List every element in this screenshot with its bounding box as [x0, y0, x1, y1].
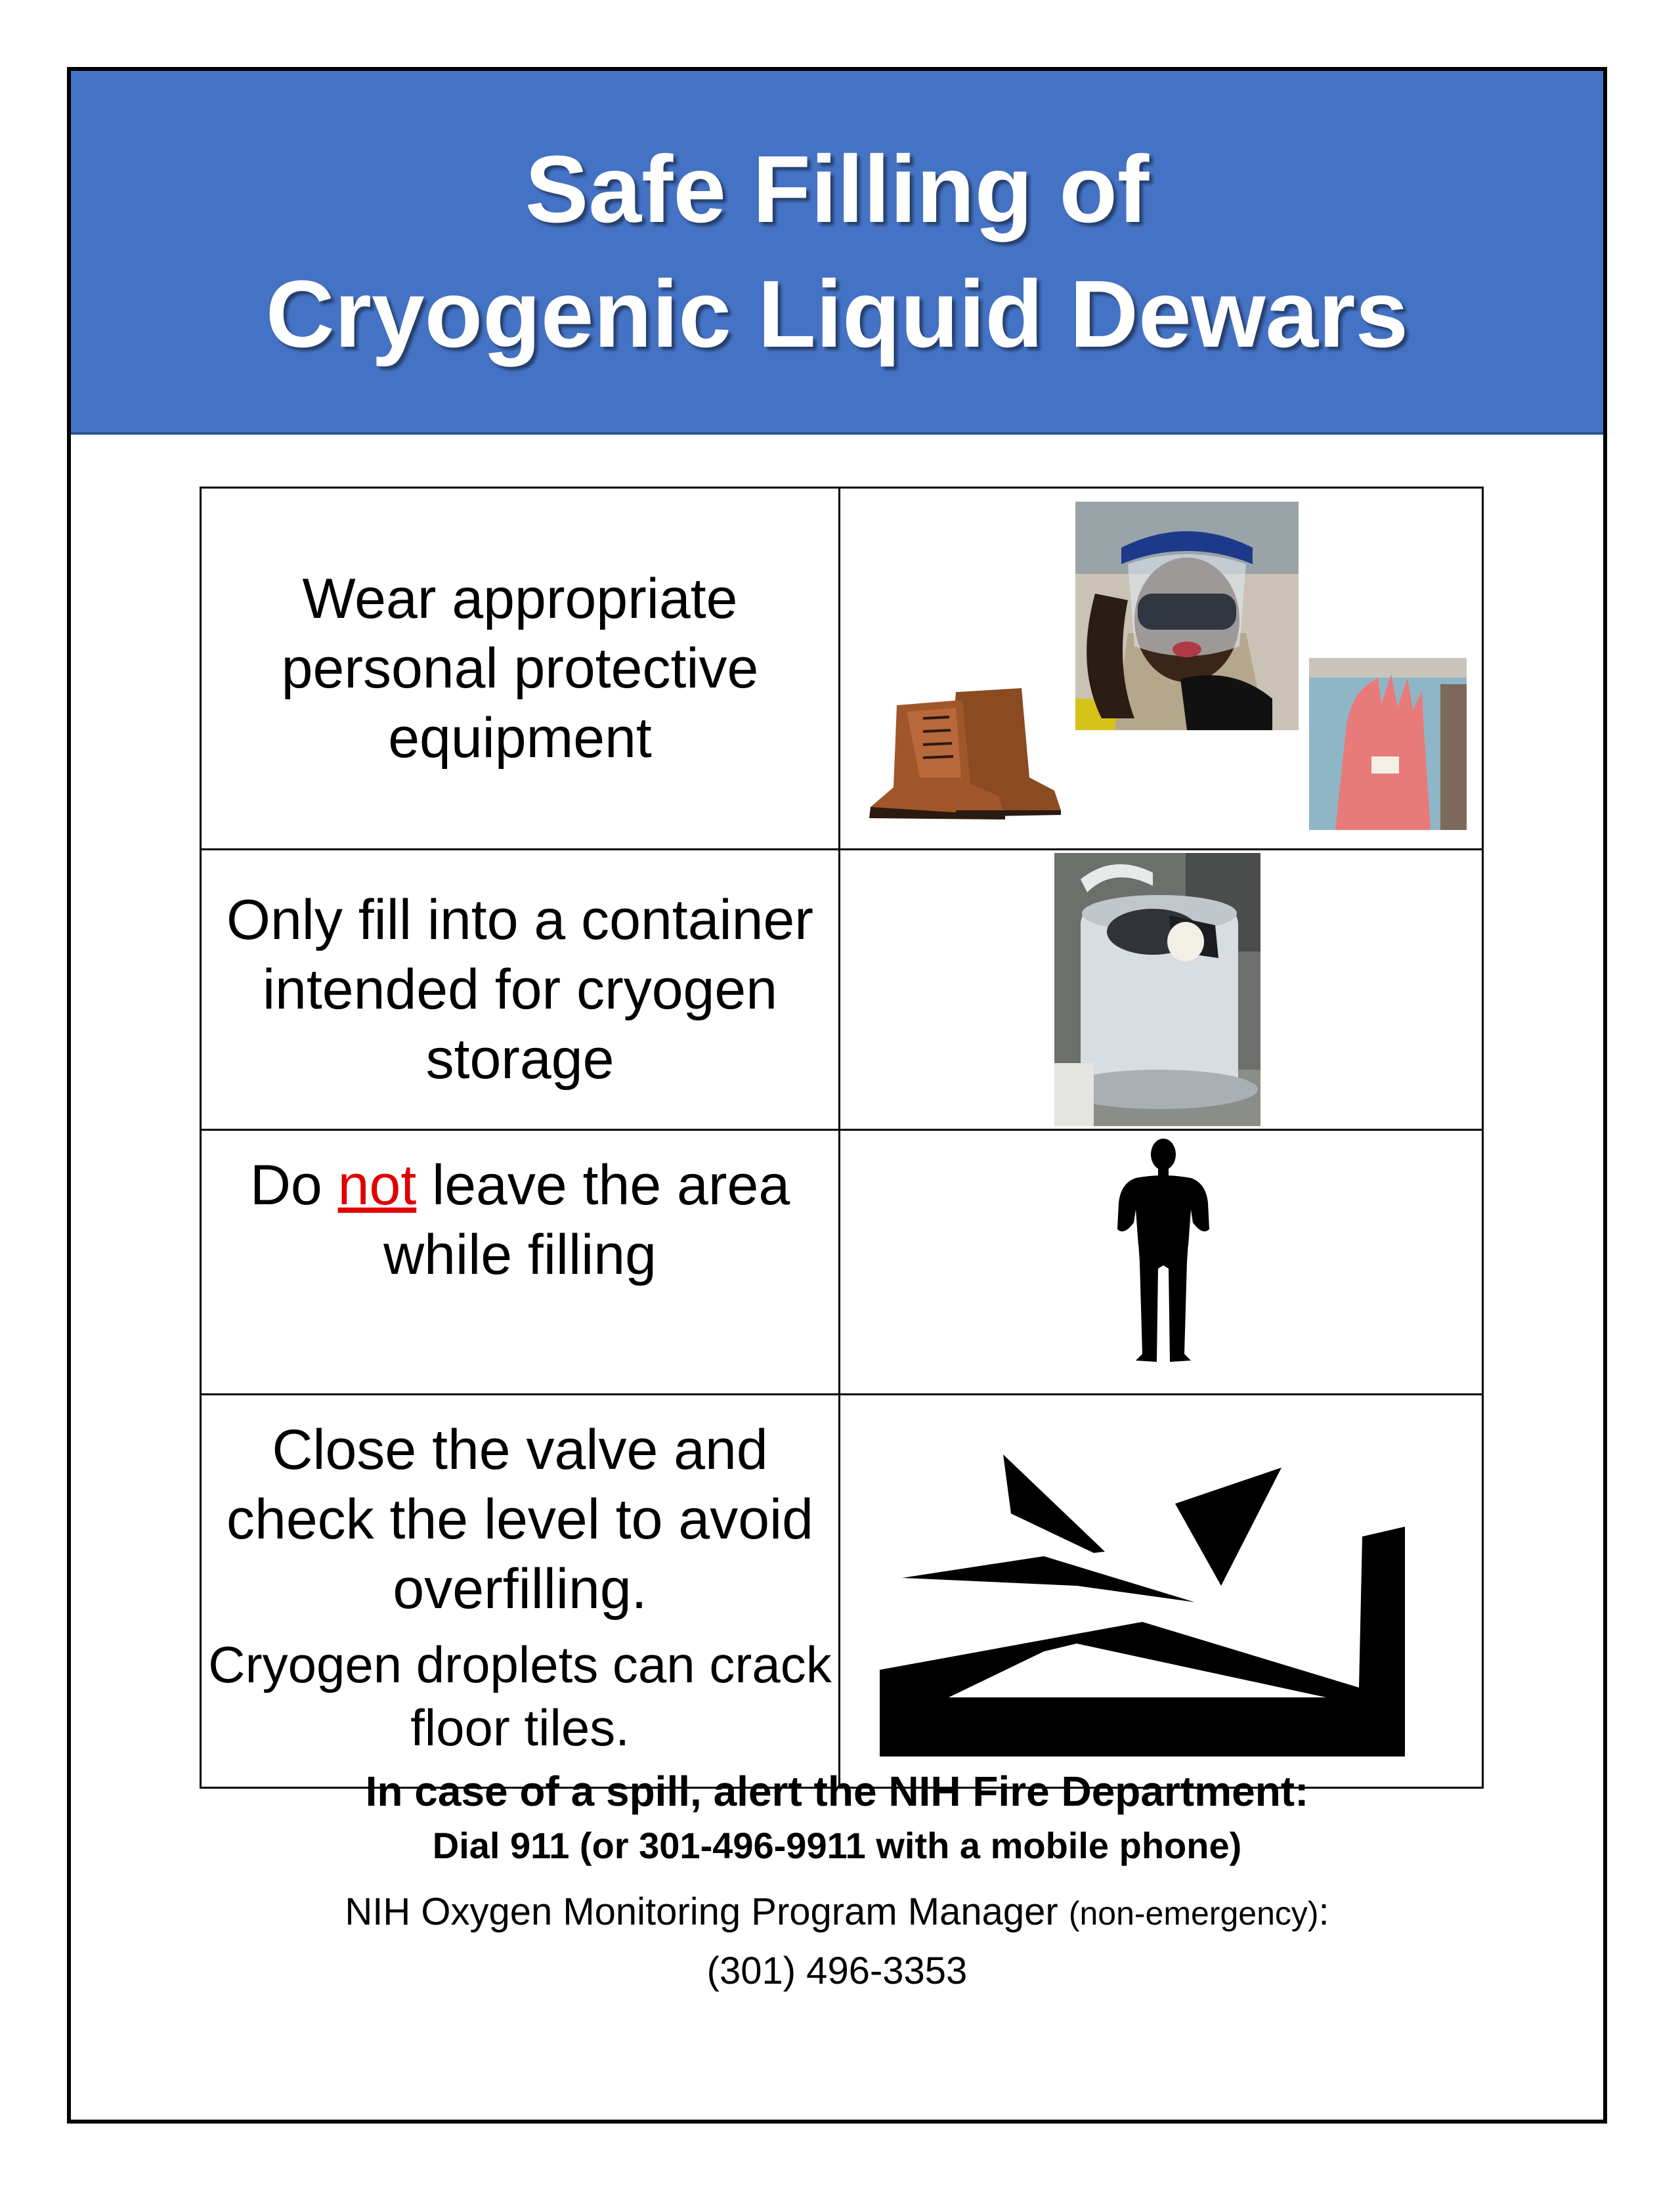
boots-icon [857, 679, 1067, 823]
program-manager-phone: (301) 496-3353 [706, 1950, 968, 1992]
steps-table [200, 487, 1484, 1789]
step-text-valve-main: Close the valve and check the level to avoid overfilling. [226, 1418, 813, 1621]
cryo-glove-photo [1309, 658, 1467, 830]
face-shield-photo [1075, 502, 1299, 730]
dewar-container-photo [1054, 853, 1260, 1126]
program-manager-text: NIH Oxygen Monitoring Program Manager (non-emergency): [345, 1890, 1329, 1933]
step-row-attend [201, 1130, 1483, 1395]
dial-emergency-text: Dial 911 (or 301-496-9911 with a mobile phone) [432, 1825, 1242, 1866]
step-row-container [201, 850, 1483, 1130]
poster-title-line2: Cryogenic Liquid Dewars [265, 261, 1409, 367]
cracked-floor-tile-icon [880, 1454, 1418, 1756]
person-silhouette-icon [1111, 1137, 1216, 1364]
step-row-valve [201, 1395, 1483, 1788]
ppe-photos [840, 488, 1483, 850]
poster-header [71, 71, 1603, 435]
step-text-container: Only fill into a container intended for cryogen storage [201, 850, 840, 1130]
cracked-tile-cell [840, 1395, 1483, 1788]
step-text-attend: Do not leave the area while filling [201, 1130, 840, 1395]
step-note-tiles: Cryogen droplets can crack floor tiles. [208, 1636, 832, 1756]
step-text-ppe: Wear appropriate personal protective equipment [201, 488, 840, 850]
poster-title-line1: Safe Filling of [525, 136, 1150, 242]
silhouette-cell [840, 1130, 1483, 1395]
spill-alert-text: In case of a spill, alert the NIH Fire Department: [365, 1768, 1309, 1815]
emphasis-not: not [337, 1154, 417, 1217]
dewar-photo-cell [840, 850, 1483, 1130]
safety-poster [67, 67, 1607, 2124]
step-row-ppe [201, 488, 1483, 850]
step-text-valve [201, 1395, 840, 1788]
